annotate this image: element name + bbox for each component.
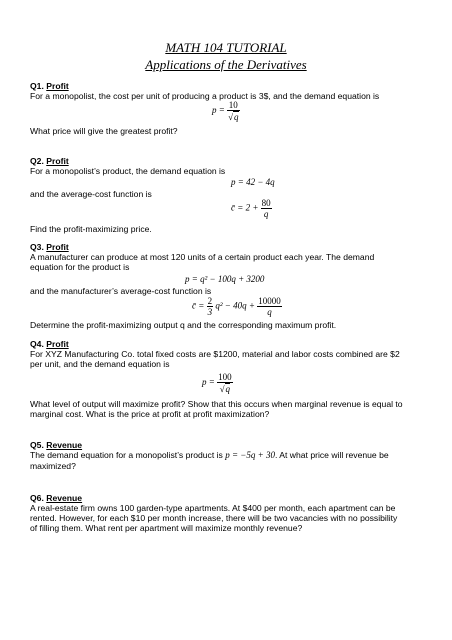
q4-number: Q4. bbox=[30, 339, 44, 349]
q3-text-b: equation for the product is bbox=[30, 262, 130, 272]
q2-average-cost-equation: c̄ = 2 + $\frac{80}{q}$ bbox=[231, 198, 271, 219]
q5-number: Q5. bbox=[30, 440, 44, 450]
q4-text: For XYZ Manufacturing Co. total fixed costs are $1200, material and labor costs combined are $2 bbox=[30, 349, 400, 359]
q4-heading bbox=[30, 339, 69, 349]
q6-text: A real-estate firm owns 100 garden-type apartments. At $400 per month, each apartment can be bbox=[30, 503, 396, 513]
q4-demand-equation: p = $\frac{100}{√q}$ bbox=[202, 372, 232, 394]
q2-demand-equation: p = 42 − 4q bbox=[231, 177, 275, 187]
q2-heading bbox=[30, 156, 69, 166]
q2-text-2: and the average-cost function is bbox=[30, 189, 152, 199]
q1-demand-equation: p = $\frac{10}{√q}$ bbox=[212, 100, 239, 122]
q4-text-b: per unit, and the demand equation is bbox=[30, 359, 170, 369]
q2-question: Find the profit-maximizing price. bbox=[30, 224, 152, 234]
q1-topic: Profit bbox=[46, 81, 69, 91]
q5-topic: Revenue bbox=[46, 440, 83, 450]
q4-question: What level of output will maximize profit? Show that this occurs when marginal revenue is equal to bbox=[30, 399, 403, 409]
q5-heading bbox=[30, 440, 82, 450]
q6-heading bbox=[30, 493, 82, 503]
q5-demand-equation: p = −5q + 30 bbox=[225, 450, 275, 460]
q3-heading bbox=[30, 242, 69, 252]
q2-number: Q2. bbox=[30, 156, 44, 166]
q6-number: Q6. bbox=[30, 493, 44, 503]
q4-topic: Profit bbox=[46, 339, 69, 349]
q5-text: The demand equation for a monopolist’s product is p = −5q + 30. At what price will revenue be bbox=[30, 450, 389, 460]
q6-text-c: of filling them. What rent per apartment will maximize monthly revenue? bbox=[30, 523, 303, 533]
q1-question: What price will give the greatest profit? bbox=[30, 126, 178, 136]
page-title: MATH 104 TUTORIAL bbox=[165, 40, 287, 55]
q3-number: Q3. bbox=[30, 242, 44, 252]
q3-question: Determine the profit-maximizing output q and the corresponding maximum profit. bbox=[30, 320, 337, 330]
q3-average-cost-equation: c̄ = $\frac{2}{3}$ q² − 40q + $\frac{10000}{q}$ bbox=[192, 296, 281, 317]
q2-text: For a monopolist’s product, the demand equation is bbox=[30, 166, 226, 176]
q2-topic: Profit bbox=[46, 156, 69, 166]
page-subtitle: Applications of the Derivatives bbox=[145, 57, 307, 72]
q6-text-b: rented. However, for each $10 per month increase, there will be two vacancies with no possibility bbox=[30, 513, 398, 523]
q4-question-b: marginal cost. What is the price at profit at profit maximization? bbox=[30, 409, 270, 419]
q3-demand-equation: p = q² − 100q + 3200 bbox=[185, 274, 265, 284]
q3-topic: Profit bbox=[46, 242, 69, 252]
q5-text-b: maximized? bbox=[30, 461, 76, 471]
q1-heading bbox=[30, 81, 69, 91]
q3-text: A manufacturer can produce at most 120 units of a certain product each year. The demand bbox=[30, 252, 375, 262]
q6-topic: Revenue bbox=[46, 493, 83, 503]
q1-text: For a monopolist, the cost per unit of producing a product is 3$, and the demand equation is bbox=[30, 91, 380, 101]
q1-number: Q1. bbox=[30, 81, 44, 91]
q3-text-2: and the manufacturer’s average-cost function is bbox=[30, 286, 212, 296]
